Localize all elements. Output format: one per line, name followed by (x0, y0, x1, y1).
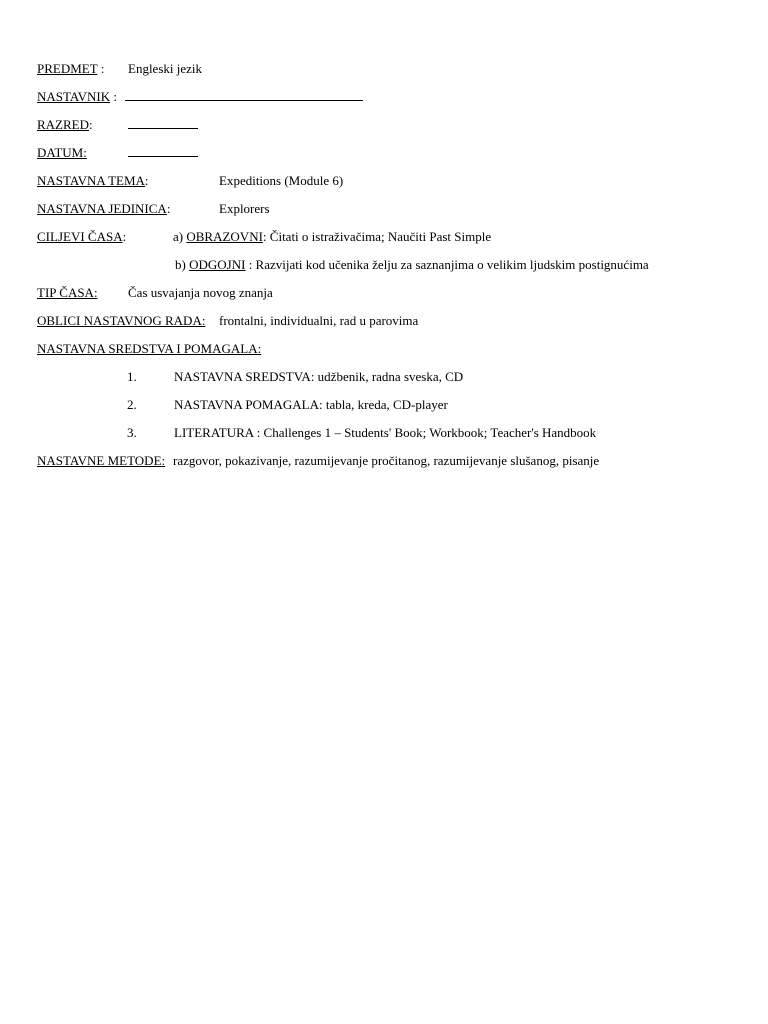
tema-value: Expeditions (Module 6) (219, 173, 344, 188)
odgojni-text: : Razvijati kod učenika želju za saznanjima o velikim ljudskim postignućima (245, 257, 649, 272)
list-item-number: 2. (127, 397, 137, 412)
oblici-value: frontalni, individualni, rad u parovima (219, 313, 419, 328)
predmet-value: Engleski jezik (128, 61, 203, 76)
oblici-label: OBLICI NASTAVNOG RADA: (37, 313, 206, 328)
tema-row (37, 173, 149, 189)
nastavnik-label: NASTAVNIK (37, 89, 111, 104)
jedinica-value: Explorers (219, 201, 270, 216)
datum-blank (128, 145, 198, 161)
list-item-text: NASTAVNA SREDSTVA: udžbenik, radna sveska, CD (174, 369, 464, 384)
obrazovni-text: : Čitati o istraživačima; Naučiti Past Simple (262, 229, 492, 244)
list-item-number: 1. (127, 369, 137, 384)
sredstva-row (37, 341, 261, 357)
razred-label: RAZRED (37, 117, 89, 132)
list-item-number: 3. (127, 425, 137, 440)
datum-row (37, 145, 87, 161)
ciljevi-obrazovni (173, 229, 491, 245)
jedinica-row (37, 201, 170, 217)
obrazovni-label: OBRAZOVNI (186, 229, 263, 244)
predmet-row (37, 61, 104, 77)
jedinica-separator: : (166, 201, 171, 216)
metode-row (37, 453, 165, 469)
ciljevi-odgojni (175, 257, 649, 273)
metode-value: razgovor, pokazivanje, razumijevanje pročitanog, razumijevanje slušanog, pisanje (173, 453, 600, 468)
datum-label: DATUM: (37, 145, 87, 160)
odgojni-label: ODGOJNI (189, 257, 246, 272)
tip-casa-value: Čas usvajanja novog znanja (128, 285, 273, 300)
razred-separator: : (89, 117, 93, 132)
ciljevi-separator: : (122, 229, 127, 244)
list-item-text: LITERATURA : Challenges 1 – Students' Book; Workbook; Teacher's Handbook (174, 425, 597, 440)
nastavnik-blank-line-a (125, 89, 286, 101)
nastavnik-separator: : (110, 89, 117, 104)
metode-label: NASTAVNE METODE: (37, 453, 166, 468)
list-item-text: NASTAVNA POMAGALA: tabla, kreda, CD-player (174, 397, 448, 412)
predmet-label: PREDMET (37, 61, 98, 76)
tip-casa-label: TIP ČASA: (37, 285, 98, 300)
oblici-row (37, 313, 205, 329)
tip-casa-row (37, 285, 98, 301)
nastavnik-blank-line-b (286, 89, 363, 101)
tema-separator: : (144, 173, 149, 188)
nastavnik-row (37, 89, 117, 105)
razred-blank-line (128, 117, 198, 129)
razred-row (37, 117, 93, 133)
ciljevi-row (37, 229, 126, 245)
jedinica-label: NASTAVNA JEDINICA (37, 201, 167, 216)
nastavnik-blank (125, 89, 363, 105)
obrazovni-prefix: a) (173, 229, 187, 244)
datum-blank-line (128, 145, 198, 157)
ciljevi-label: CILJEVI ČASA (37, 229, 123, 244)
predmet-separator: : (97, 61, 105, 76)
razred-blank (128, 117, 198, 133)
tema-label: NASTAVNA TEMA (37, 173, 145, 188)
sredstva-label: NASTAVNA SREDSTVA I POMAGALA: (37, 341, 262, 356)
odgojni-prefix: b) (175, 257, 190, 272)
